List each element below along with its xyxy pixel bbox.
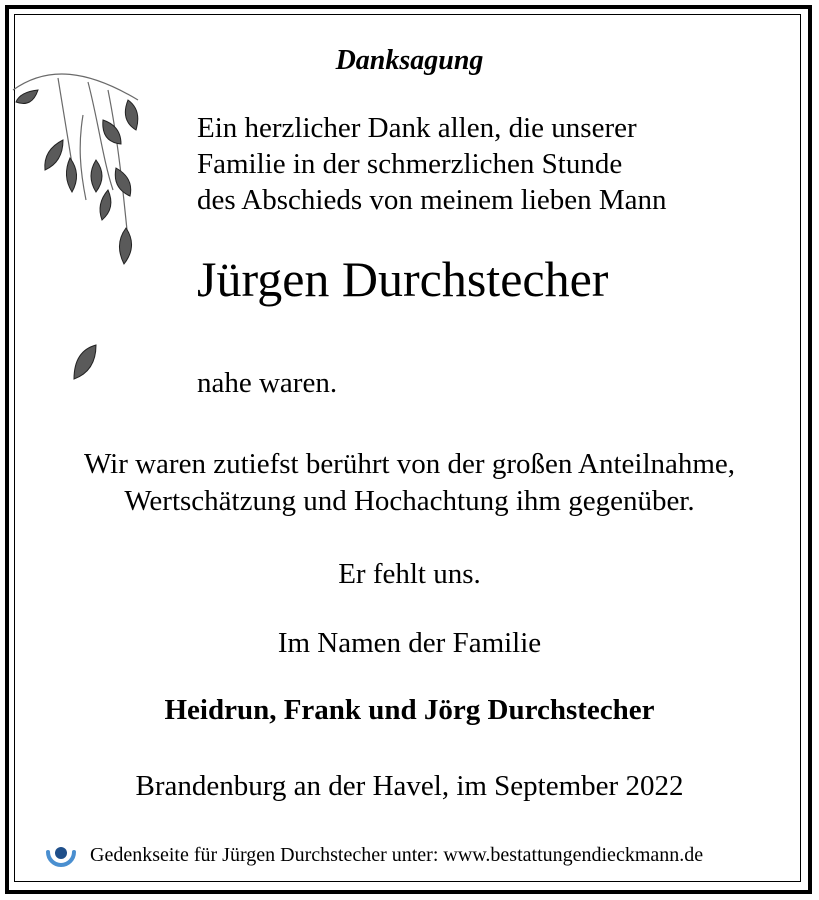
intro-line-2: Familie in der schmerzlichen Stunde: [197, 148, 623, 180]
on-behalf-line: Im Namen der Familie: [277, 627, 542, 659]
intro-line-1: Ein herzlicher Dank allen, die unserer: [197, 112, 637, 144]
memorial-logo-icon: [44, 838, 78, 872]
deceased-name: Jürgen Durchstecher: [197, 251, 609, 307]
footer: [44, 838, 703, 872]
signatories: Heidrun, Frank und Jörg Durchstecher: [164, 694, 655, 726]
body-line-1: Wir waren zutiefst berührt von der großen Anteilnahme,: [83, 448, 736, 480]
heading: Danksagung: [335, 45, 484, 76]
body-line-2: Wertschätzung und Hochachtung ihm gegenüber.: [124, 485, 695, 517]
birch-leaves-icon: [8, 60, 178, 400]
footer-text[interactable]: Gedenkseite für Jürgen Durchstecher unter: www.bestattungendieckmann.de: [90, 843, 704, 866]
intro-line-3: des Abschieds von meinem lieben Mann: [197, 184, 667, 216]
place-date: Brandenburg an der Havel, im September 2022: [135, 770, 684, 802]
closing-line: Er fehlt uns.: [338, 558, 481, 590]
intro-end: nahe waren.: [197, 367, 338, 399]
